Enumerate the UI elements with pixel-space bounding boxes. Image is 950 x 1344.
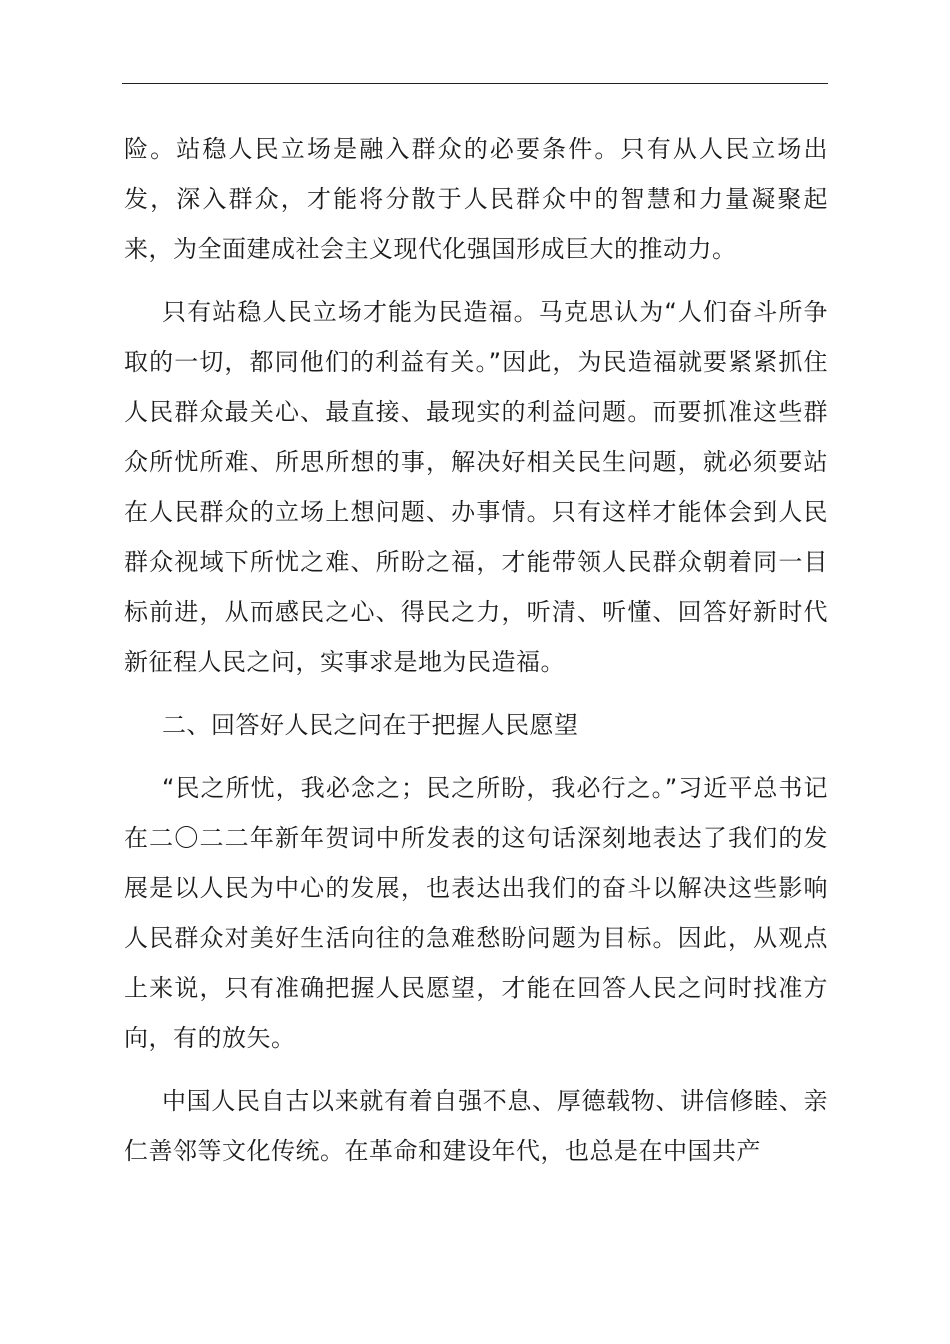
section-heading: 二、回答好人民之问在于把握人民愿望 bbox=[162, 711, 579, 739]
paragraph-continuation: 险。站稳人民立场是融入群众的必要条件。只有从人民立场出发，深入群众，才能将分散于人民群众中的智慧和力量凝聚起来，为全面建成社会主义现代化强国形成巨大的推动力。 bbox=[124, 135, 828, 263]
paragraph-quote: “民之所忧，我必念之；民之所盼，我必行之。”习近平总书记在二〇二二年新年贺词中所发表的这句话深刻地表达了我们的发展是以人民为中心的发展，也表达出我们的奋斗以解决这些影响人民群众对美好生活向往的急难愁盼问题为目标。因此，从观点上来说，只有准确把握人民愿望，才能在回答人民之问时找准方向，有的放矢。 bbox=[124, 774, 828, 1052]
document-body bbox=[124, 124, 828, 1189]
paragraph-welfare: 只有站稳人民立场才能为民造福。马克思认为“人们奋斗所争取的一切，都同他们的利益有关。”因此，为民造福就要紧紧抓住人民群众最关心、最直接、最现实的利益问题。而要抓准这些群众所忧所难、所思所想的事，解决好相关民生问题，就必须要站在人民群众的立场上想问题、办事情。只有这样才能体会到人民群众视域下所忧之难、所盼之福，才能带领人民群众朝着同一目标前进，从而感民之心、得民之力，听清、听懂、回答好新时代新征程人民之问，实事求是地为民造福。 bbox=[124, 298, 828, 676]
header-divider bbox=[122, 83, 828, 84]
paragraph-tradition: 中国人民自古以来就有着自强不息、厚德载物、讲信修睦、亲仁善邻等文化传统。在革命和建设年代，也总是在中国共产 bbox=[124, 1087, 828, 1165]
